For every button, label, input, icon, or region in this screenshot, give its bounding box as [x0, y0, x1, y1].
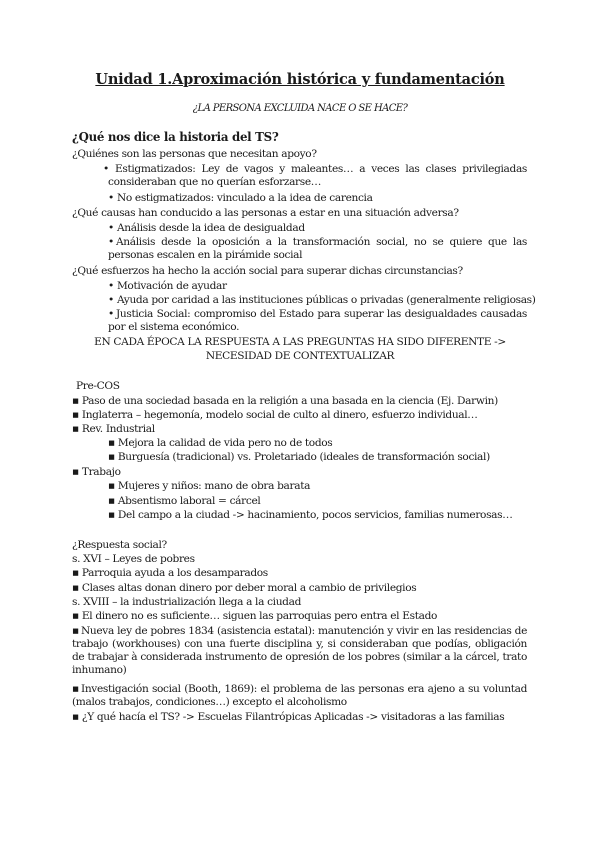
- list-item: ▪ Investigación social (Booth, 1869): el problema de las personas era ajeno a su voluntad (malos trabajos, condiciones…) excepto el alcoholismo: [72, 683, 527, 708]
- bullet-icon: ▪: [108, 437, 115, 449]
- bullet-icon: ▪: [108, 480, 115, 492]
- page-subtitle: ¿LA PERSONA EXCLUIDA NACE O SE HACE?: [192, 103, 408, 114]
- page-title: Unidad 1.Aproximación histórica y fundamentación: [95, 71, 505, 88]
- bullet-icon: ▪: [108, 509, 115, 521]
- section-heading-respuesta: ¿Respuesta social?: [72, 539, 167, 551]
- bullet-icon: ▪: [72, 582, 79, 594]
- list-item: s. XVI – Leyes de pobres: [72, 553, 195, 565]
- bullet-icon: •: [108, 294, 114, 306]
- sub-list-item: ▪ Absentismo laboral = cárcel: [108, 495, 261, 507]
- list-item: ▪ ¿Y qué hacía el TS? -> Escuelas Filantrópicas Aplicadas -> visitadoras a las familias: [72, 711, 505, 723]
- bullet-icon: ▪: [108, 495, 115, 507]
- bullet-icon: •: [108, 308, 114, 320]
- bullet-icon: •: [103, 163, 109, 175]
- bullet-icon: ▪: [108, 451, 115, 463]
- bullet-icon: ▪: [72, 466, 79, 478]
- bullet-item: • Ayuda por caridad a las instituciones públicas o privadas (generalmente religiosas): [108, 294, 536, 306]
- question-2: ¿Qué causas han conducido a las personas a estar en una situación adversa?: [72, 207, 459, 219]
- list-item: ▪ El dinero no es suficiente… siguen las parroquias pero entra el Estado: [72, 610, 438, 622]
- bullet-icon: ▪: [72, 625, 79, 637]
- bullet-icon: •: [108, 280, 114, 292]
- list-item: s. XVIII – la industrialización llega a la ciudad: [72, 596, 301, 608]
- bullet-item: • Motivación de ayudar: [108, 280, 227, 292]
- bullet-icon: ▪: [72, 683, 79, 695]
- bullet-item: • Análisis desde la idea de desigualdad: [108, 222, 305, 234]
- sub-list-item: ▪ Mejora la calidad de vida pero no de todos: [108, 437, 333, 449]
- bullet-item: • Justicia Social: compromiso del Estado para superar las desigualdades causadas por el sistema económico.: [108, 308, 527, 333]
- list-item: ▪ Clases altas donan dinero por deber moral a cambio de privilegios: [72, 582, 417, 594]
- sub-list-item: ▪ Del campo a la ciudad -> hacinamiento, pocos servicios, familias numerosas…: [108, 509, 513, 521]
- section-heading-precos: Pre-COS: [76, 380, 120, 392]
- bullet-icon: ▪: [72, 567, 79, 579]
- bullet-item: • No estigmatizados: vinculado a la idea de carencia: [108, 192, 373, 204]
- bullet-icon: •: [108, 222, 114, 234]
- list-item: ▪ Trabajo: [72, 466, 121, 478]
- bullet-item: • Estigmatizados: Ley de vagos y maleantes… a veces las clases privilegiadas consideraban que no querían esforzarse…: [103, 163, 527, 188]
- list-item: ▪ Inglaterra – hegemonía, modelo social de culto al dinero, esfuerzo individual…: [72, 409, 478, 421]
- question-1: ¿Quiénes son las personas que necesitan apoyo?: [72, 148, 317, 160]
- bullet-icon: ▪: [72, 711, 79, 723]
- bullet-icon: ▪: [72, 409, 79, 421]
- sub-list-item: ▪ Mujeres y niños: mano de obra barata: [108, 480, 311, 492]
- list-item: ▪ Parroquia ayuda a los desamparados: [72, 567, 268, 579]
- list-item: ▪ Rev. Industrial: [72, 423, 155, 435]
- conclusion-line-2: NECESIDAD DE CONTEXTUALIZAR: [205, 350, 395, 362]
- question-3: ¿Qué esfuerzos ha hecho la acción social para superar dichas circunstancias?: [72, 265, 463, 277]
- bullet-item: • Análisis desde la oposición a la transformación social, no se quiere que las personas escalen en la pirámide social: [108, 236, 527, 261]
- bullet-icon: ▪: [72, 395, 79, 407]
- bullet-icon: ▪: [72, 423, 79, 435]
- bullet-icon: ▪: [72, 610, 79, 622]
- conclusion-line-1: EN CADA ÉPOCA LA RESPUESTA A LAS PREGUNTAS HA SIDO DIFERENTE ->: [94, 336, 506, 348]
- bullet-icon: •: [108, 192, 114, 204]
- list-item: ▪ Paso de una sociedad basada en la religión a una basada en la ciencia (Ej. Darwin): [72, 395, 498, 407]
- bullet-icon: •: [108, 236, 114, 248]
- section-heading-historia: ¿Qué nos dice la historia del TS?: [72, 130, 279, 144]
- list-item: ▪ Nueva ley de pobres 1834 (asistencia estatal): manutención y vivir en las residencias de trabajo (workhouses) con una fuerte disciplina y, si consideraban que podías, obligación de trabajar à considerada instrumento de opresión de los pobres (similar a la cárcel, trato inhumano): [72, 625, 527, 676]
- sub-list-item: ▪ Burguesía (tradicional) vs. Proletariado (ideales de transformación social): [108, 451, 490, 463]
